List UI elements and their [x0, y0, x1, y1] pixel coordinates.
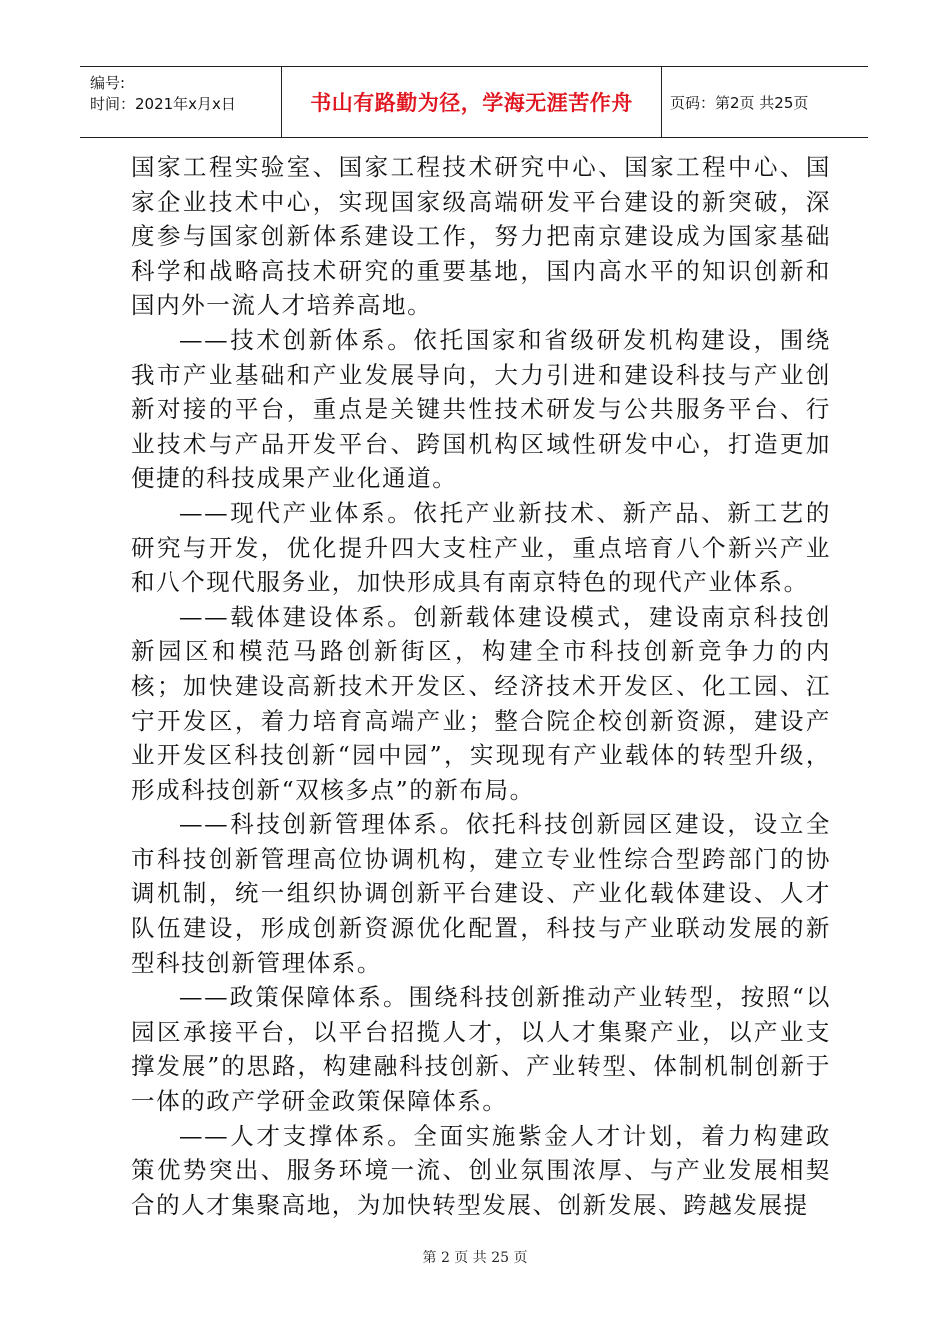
date-label: 时间：2021年x月x日: [90, 95, 236, 113]
paragraph-innovation-management-system: ——科技创新管理体系。依托科技创新园区建设，设立全市科技创新管理高位协调机构，建立专业性综合型跨部门的协调机制，统一组织协调创新平台建设、产业化载体建设、人才队伍建设，形成创新资源优化配置，科技与产业联动发展的新型科技创新管理体系。: [131, 810, 831, 977]
paragraph-talent-support-system: ——人才支撑体系。全面实施紫金人才计划，着力构建政策优势突出、服务环境一流、创业氛围浓厚、与产业发展相契合的人才集聚高地，为加快转型发展、创新发展、跨越发展提: [131, 1121, 831, 1219]
document-body: [131, 150, 831, 1222]
header-page-info: 页码：第2页 共25页: [670, 93, 809, 112]
paragraph-modern-industry-system: ——现代产业体系。依托产业新技术、新产品、新工艺的研究与开发，优化提升四大支柱产业，重点培育八个新兴产业和八个现代服务业，加快形成具有南京特色的现代产业体系。: [131, 498, 831, 597]
number-label: 编号:: [90, 74, 126, 92]
paragraph-continued: 国家工程实验室、国家工程技术研究中心、国家工程中心、国家企业技术中心，实现国家级高端研发平台建设的新突破，深度参与国家创新体系建设工作，努力把南京建设成为国家基础科学和战略高技术研究的重要基地，国内高水平的知识创新和国内外一流人才培养高地。: [131, 153, 831, 320]
paragraph-policy-guarantee-system: ——政策保障体系。围绕科技创新推动产业转型，按照“以园区承接平台，以平台招揽人才，以人才集聚产业，以产业支撑发展”的思路，构建融科技创新、产业转型、体制机制创新于一体的政产学研金政策保障体系。: [131, 983, 831, 1116]
header-motto: 书山有路勤为径，学海无涯苦作舟: [282, 67, 662, 137]
header-meta: [80, 67, 282, 137]
page-footer: 第 2 页 共 25 页: [422, 1250, 528, 1266]
page-header: [80, 66, 868, 138]
paragraph-carrier-construction-system: ——载体建设体系。创新载体建设模式，建设南京科技创新园区和模范马路创新街区，构建全市科技创新竞争力的内核；加快建设高新技术开发区、经济技术开发区、化工园、江宁开发区，着力培育高端产业；整合院企校创新资源，建设产业开发区科技创新“园中园”，实现现有产业载体的转型升级，形成科技创新“双核多点”的新布局。: [131, 602, 831, 804]
paragraph-tech-innovation-system: ——技术创新体系。依托国家和省级研发机构建设，围绕我市产业基础和产业发展导向，大力引进和建设科技与产业创新对接的平台，重点是关键共性技术研发与公共服务平台、行业技术与产品开发平台、跨国机构区域性研发中心，打造更加便捷的科技成果产业化通道。: [131, 325, 831, 493]
